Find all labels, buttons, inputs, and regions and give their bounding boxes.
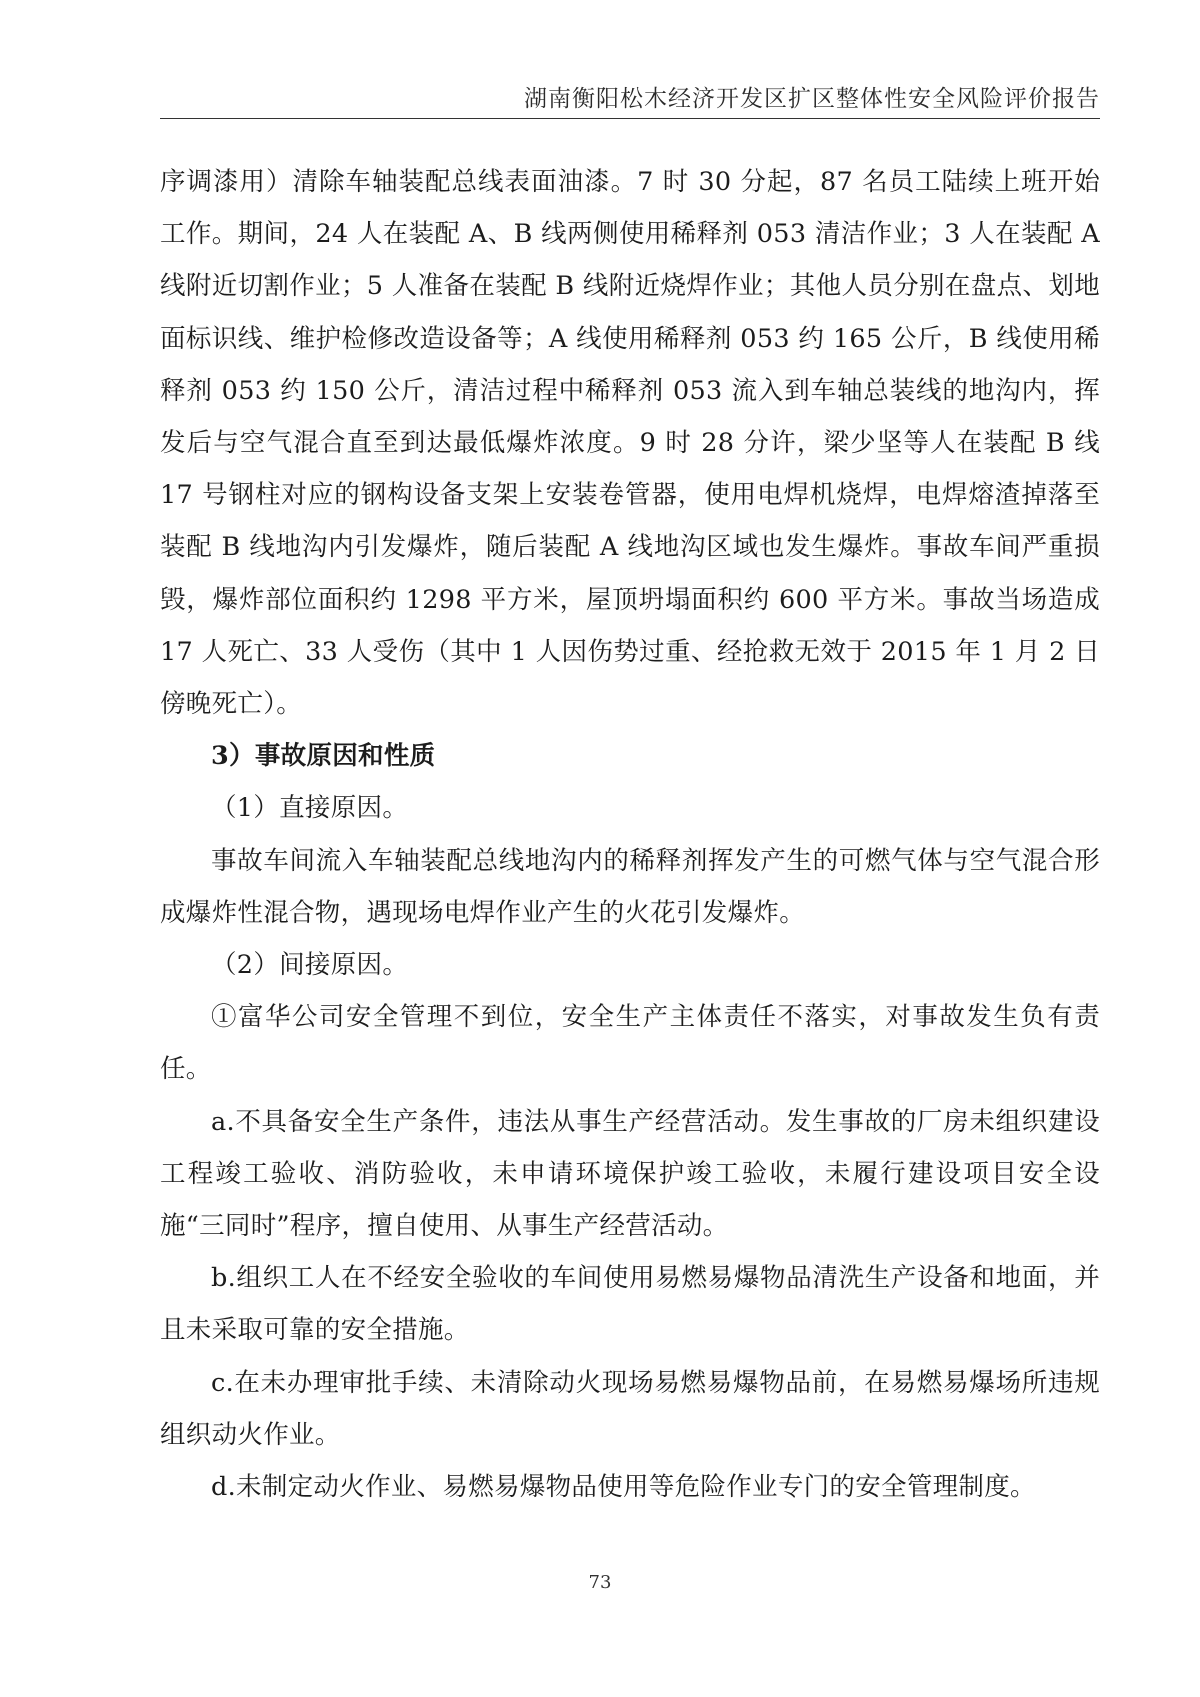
list-item-b: b.组织工人在不经安全验收的车间使用易燃易爆物品清洗生产设备和地面，并且未采取可靠的安全措施。	[160, 1263, 1100, 1346]
document-body	[160, 156, 1100, 1513]
running-header-title: 湖南衡阳松木经济开发区扩区整体性安全风险评价报告	[524, 86, 1100, 112]
list-item-c: c.在未办理审批手续、未清除动火现场易燃易爆物品前，在易燃易爆场所违规组织动火作业。	[160, 1367, 1100, 1450]
subheading-direct-cause: （1）直接原因。	[211, 793, 409, 824]
paragraph-indirect-cause-1: ①富华公司安全管理不到位，安全生产主体责任不落实，对事故发生负有责任。	[160, 1002, 1100, 1085]
list-item-a: a.不具备安全生产条件，违法从事生产经营活动。发生事故的厂房未组织建设工程竣工验收、消防验收，未申请环境保护竣工验收，未履行建设项目安全设施“三同时”程序，擅自使用、从事生产经营活动。	[160, 1106, 1100, 1242]
paragraph-accident-process: 序调漆用）清除车轴装配总线表面油漆。7 时 30 分起，87 名员工陆续上班开始工作。期间，24 人在装配 A、B 线两侧使用稀释剂 053 清洁作业；3 人在装配 A 线附近切割作业；5 人准备在装配 B 线附近烧焊作业；其他人员分别在盘点、划地面标识线、维护检修改造设备等；A 线使用稀释剂 053 约 165 公斤，B 线使用稀释剂 053 约 150 公斤，清洁过程中稀释剂 053 流入到车轴总装线的地沟内，挥发后与空气混合直至到达最低爆炸浓度。9 时 28 分许，梁少坚等人在装配 B 线 17 号钢柱对应的钢构设备支架上安装卷管器，使用电焊机烧焊，电焊熔渣掉落至装配 B 线地沟内引发爆炸，随后装配 A 线地沟区域也发生爆炸。事故车间严重损毁，爆炸部位面积约 1298 平方米，屋顶坍塌面积约 600 平方米。事故当场造成 17 人死亡、33 人受伤（其中 1 人因伤势过重、经抢救无效于 2015 年 1 月 2 日傍晚死亡）。	[160, 167, 1100, 720]
list-item-d: d.未制定动火作业、易燃易爆物品使用等危险作业专门的安全管理制度。	[211, 1472, 1036, 1503]
header-divider	[160, 118, 1100, 119]
section-heading-causes: 3）事故原因和性质	[211, 741, 436, 772]
paragraph-direct-cause: 事故车间流入车轴装配总线地沟内的稀释剂挥发产生的可燃气体与空气混合形成爆炸性混合物，遇现场电焊作业产生的火花引发爆炸。	[160, 845, 1100, 928]
subheading-indirect-cause: （2）间接原因。	[211, 950, 409, 981]
page-number: 73	[588, 1572, 612, 1593]
